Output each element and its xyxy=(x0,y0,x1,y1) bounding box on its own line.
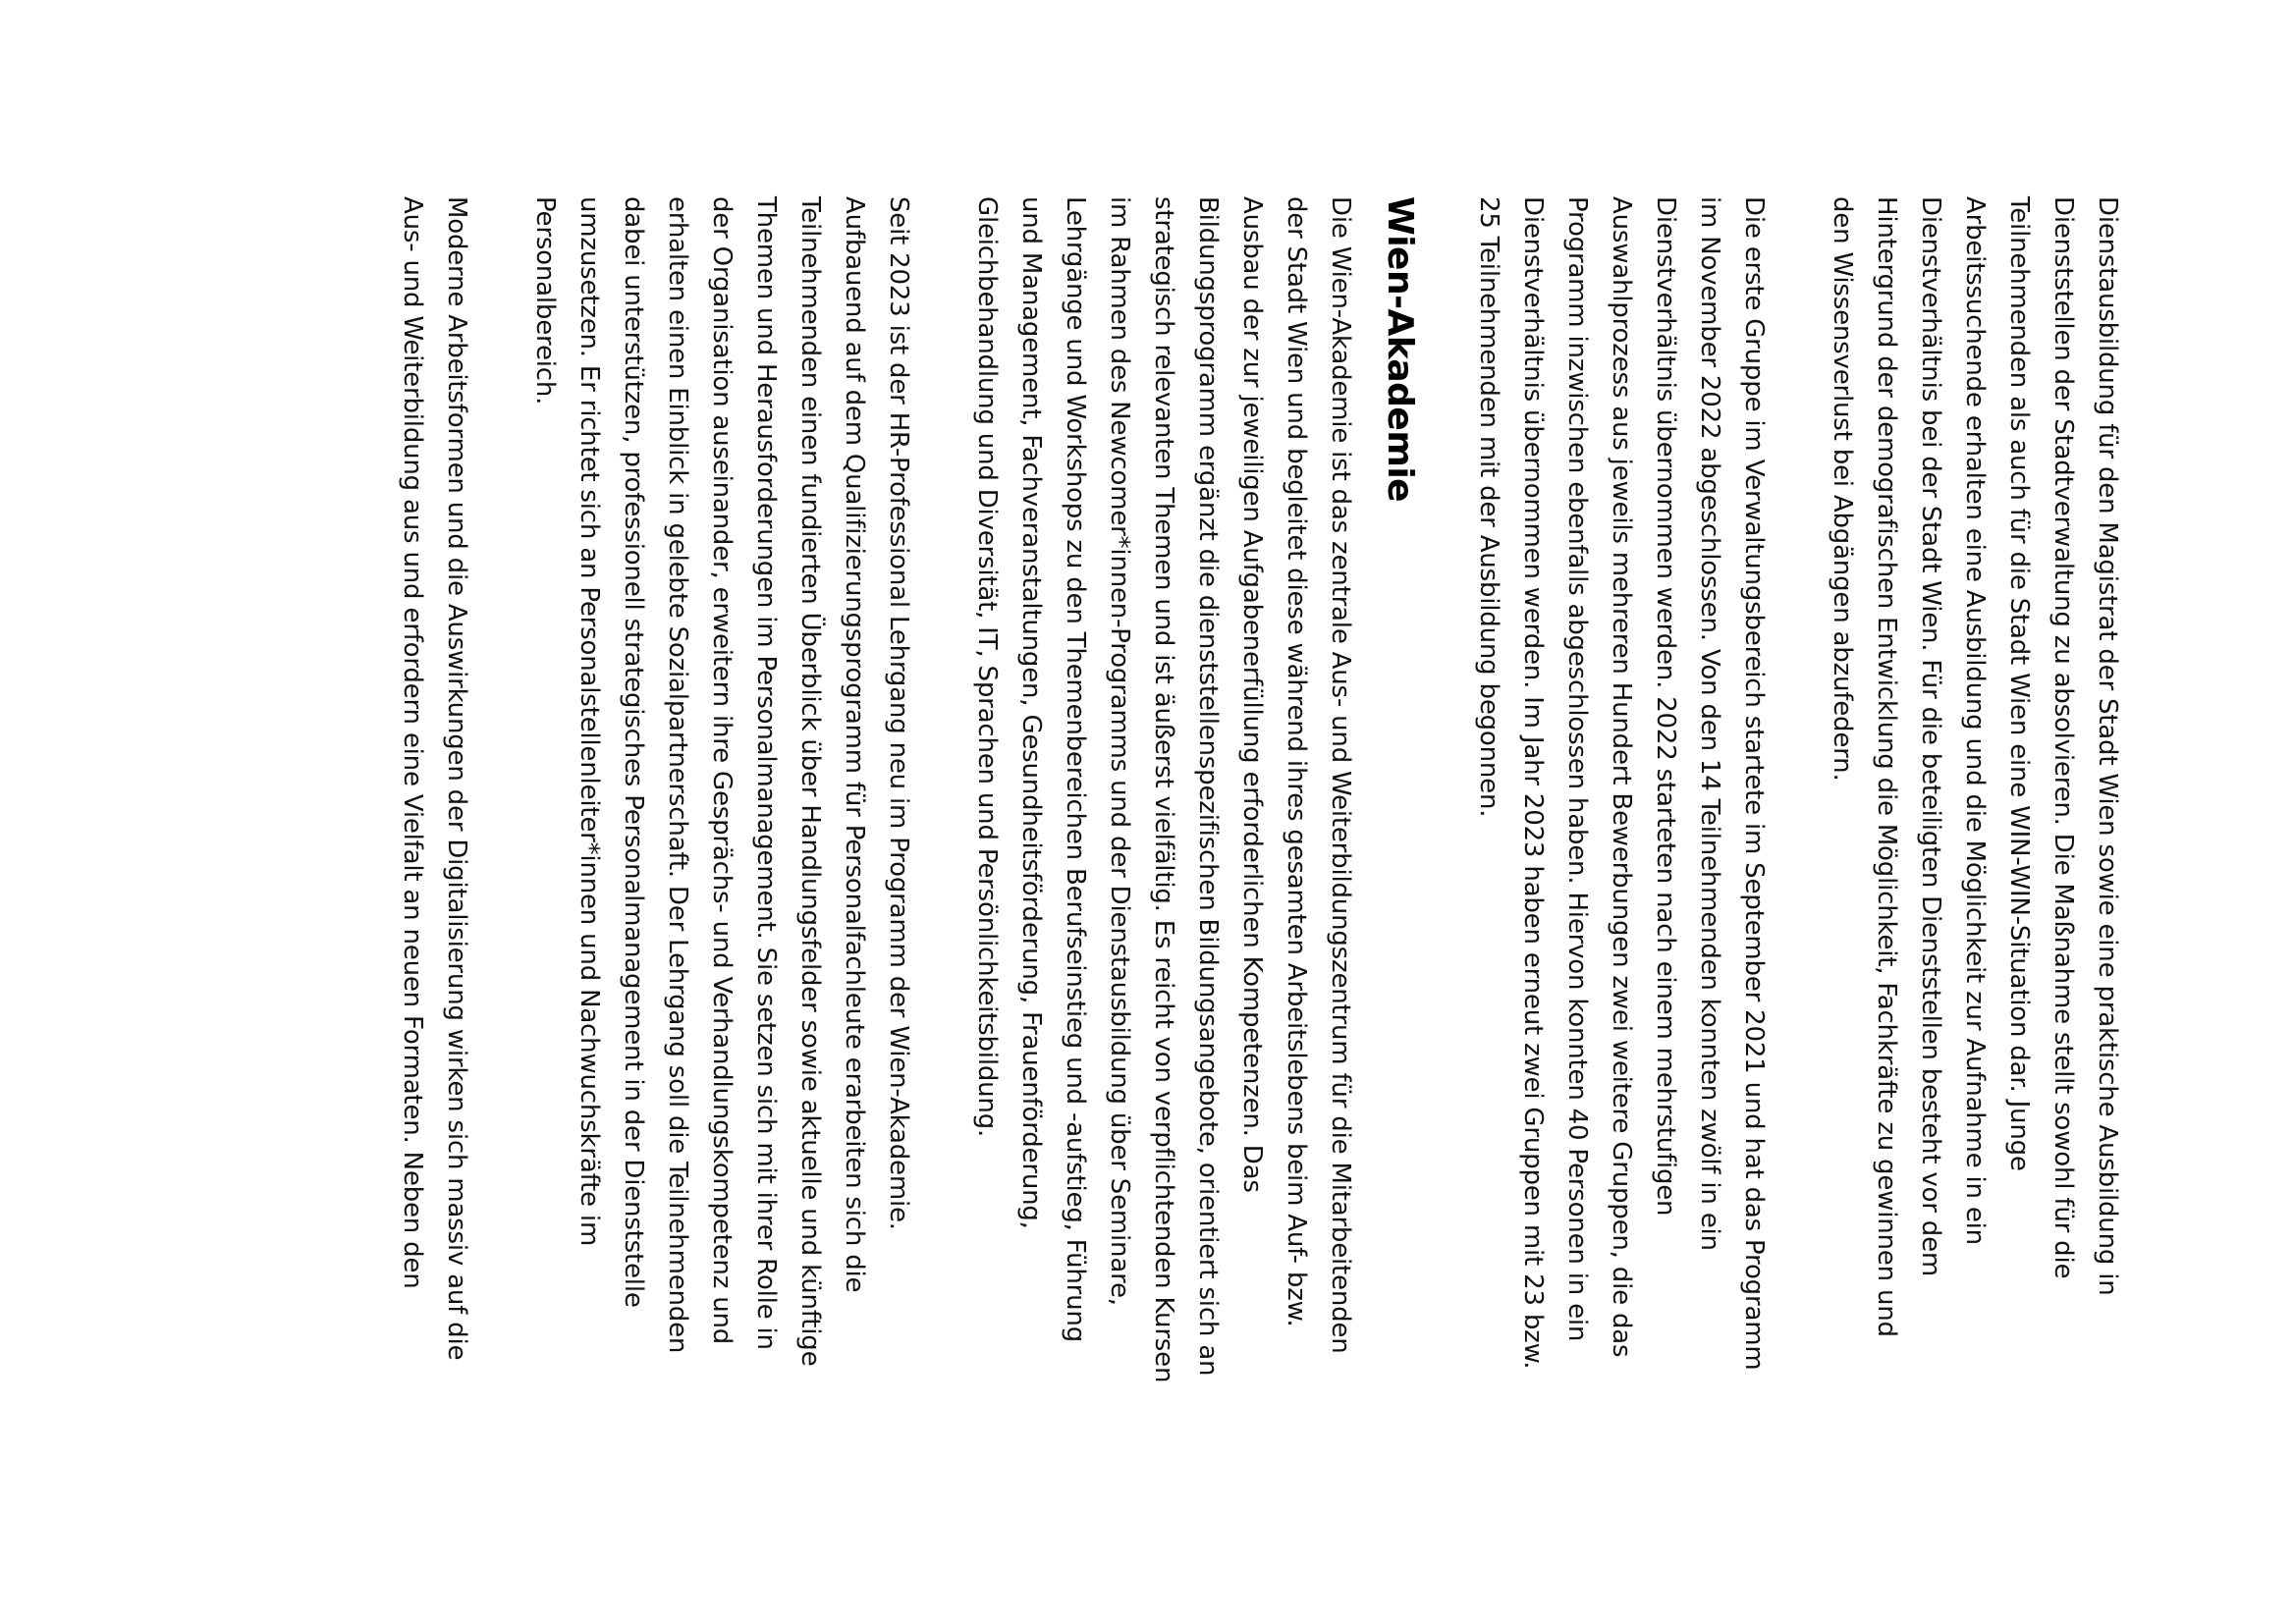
document-content xyxy=(346,196,2129,1532)
section-paragraph-2: Seit 2023 ist der HR-Professional Lehrgang neu im Programm der Wien-Akademie. Aufbauend auf dem Qualifizierungsprogramm für Personalfachleute erarbeiten sich die Teilnehmenden einen fundierten Überblick über Handlungsfelder sowie aktuelle und künftige Themen und Herausforderungen im Personalmanagement. Sie setzen sich mit ihrer Rolle in der Organisation auseinander, erweitern ihre Gesprächs- und Verhandlungskompetenz und erhalten einen Einblick in gelebte Sozialpartnerschaft. Der Lehrgang soll die Teilnehmenden dabei unterstützen, professionell strategisches Personalmanagement in der Dienststelle umzusetzen. Er richtet sich an Personalstellenleiter*innen und Nachwuchskräfte im Personalbereich. xyxy=(530,196,913,1367)
section-heading: Wien-Akademie xyxy=(1380,196,1420,503)
intro-paragraph-2: Die erste Gruppe im Verwaltungsbereich startete im September 2021 und hat das Programm im November 2022 abgeschlossen. Von den 14 Teilnehmenden konnten zwölf in ein Dienstverhältnis übernommen werden. 2022 starteten nach einem mehrstufigen Auswahlprozess aus jeweils mehreren Hundert Bewerbungen zwei weitere Gruppen, die das Programm inzwischen ebenfalls abgeschlossen haben. Hiervon konnten 40 Personen in ein Dienstverhältnis übernommen werden. Im Jahr 2023 haben erneut zwei Gruppen mit 23 bzw. 25 Teilnehmenden mit der Ausbildung begonnen. xyxy=(1474,196,1769,1371)
section-paragraph-3: Moderne Arbeitsformen und die Auswirkungen der Digitalisierung wirken sich massiv auf die Aus- und Weiterbildung aus und erfordern eine Vielfalt an neuen Formaten. Neben den xyxy=(398,196,471,1361)
section-paragraph-1: Die Wien-Akademie ist das zentrale Aus- und Weiterbildungszentrum für die Mitarbeitenden der Stadt Wien und begleitet diese während ihres gesamten Arbeitslebens beim Auf- bzw. Ausbau der zur jeweiligen Aufgabenerfüllung erforderlichen Kompetenzen. Das Bildungsprogramm ergänzt die dienststellenspezifischen Bildungsangebote, orientiert sich an strategisch relevanten Themen und ist äußerst vielfältig. Es reicht von verpflichtenden Kursen im Rahmen des Newcomer*innen-Programms und der Dienstausbildung über Seminare, Lehrgänge und Workshops zu den Themenbereichen Berufseinstieg und -aufstieg, Führung und Management, Fachveranstaltungen, Gesundheitsförderung, Frauenförderung, Gleichbehandlung und Diversität, IT, Sprachen und Persönlichkeitsbildung. xyxy=(972,196,1355,1383)
intro-paragraph-1: Dienstausbildung für den Magistrat der Stadt Wien sowie eine praktische Ausbildung in Dienststellen der Stadtverwaltung zu absolvieren. Die Maßnahme stellt sowohl für die Teilnehmenden als auch für die Stadt Wien eine WIN-WIN-Situation dar. Junge Arbeitssuchende erhalten eine Ausbildung und die Möglichkeit zur Aufnahme in ein Dienstverhältnis bei der Stadt Wien. Für die beteiligten Dienststellen besteht vor dem Hintergrund der demografischen Entwicklung die Möglichkeit, Fachkräfte zu gewinnen und den Wissensverlust bei Abgängen abzufedern. xyxy=(1828,196,2122,1337)
